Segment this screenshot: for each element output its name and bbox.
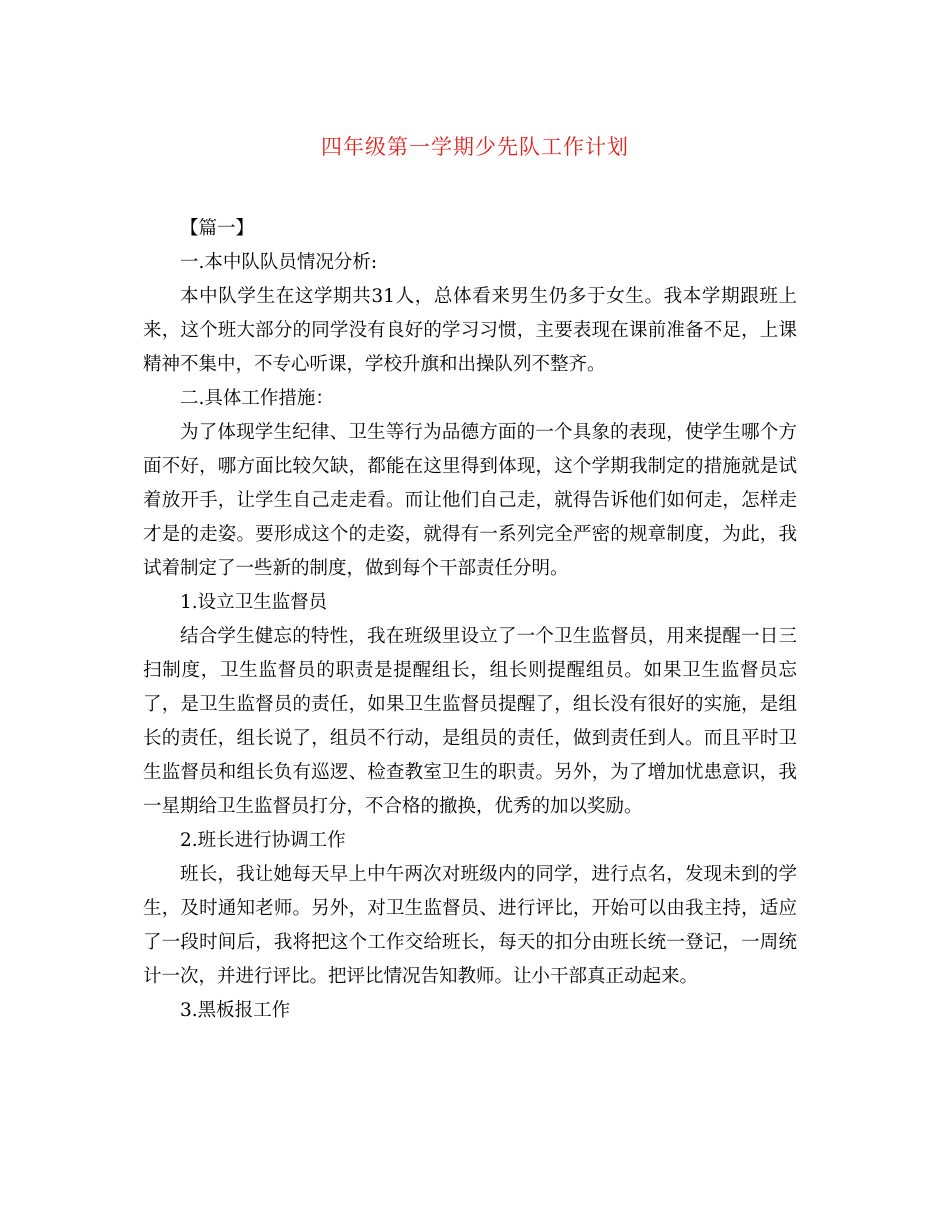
paragraph-measures: 为了体现学生纪律、卫生等行为品德方面的一个具象的表现，使学生哪个方面不好，哪方面比较欠缺，都能在这里得到体现，这个学期我制定的措施就是试着放开手，让学生自己走走看。而让他们自己走，就得告诉他们如何走，怎样走才是的走姿。要形成这个的走姿，就得有一系列完全严密的规章制度，为此，我试着制定了一些新的制度，做到每个干部责任分明。: [143, 422, 797, 579]
subheading-blackboard: 3.黑板报工作: [180, 1000, 291, 1021]
paragraph-hygiene-supervisor: 结合学生健忘的特性，我在班级里设立了一个卫生监督员，用来提醒一日三扫制度，卫生监督员的职责是提醒组长，组长则提醒组员。如果卫生监督员忘了，是卫生监督员的责任，如果卫生监督员提醒了，组长没有很好的实施，是组长的责任，组长说了，组员不行动，是组员的责任，做到责任到人。而且平时卫生监督员和组长负有巡逻、检查教室卫生的职责。另外，为了增加忧患意识，我一星期给卫生监督员打分，不合格的撤换，优秀的加以奖励。: [143, 626, 797, 817]
section-heading-part-one: 【篇一】: [180, 218, 255, 239]
document-title: 四年级第一学期少先队工作计划: [321, 135, 629, 159]
subheading-monitor-coordination: 2.班长进行协调工作: [180, 830, 346, 851]
section-heading-measures: 二.具体工作措施：: [180, 388, 334, 409]
section-heading-analysis: 一.本中队队员情况分析:: [180, 252, 378, 273]
paragraph-analysis: 本中队学生在这学期共31人，总体看来男生仍多于女生。我本学期跟班上来，这个班大部分的同学没有良好的学习习惯，主要表现在课前准备不足，上课精神不集中，不专心听课，学校升旗和出操队列不整齐。: [143, 286, 797, 375]
paragraph-monitor-coordination: 班长，我让她每天早上中午两次对班级内的同学，进行点名，发现未到的学生，及时通知老师。另外，对卫生监督员、进行评比，开始可以由我主持，适应了一段时间后，我将把这个工作交给班长，每天的扣分由班长统一登记，一周统计一次，并进行评比。把评比情况告知教师。让小干部真正动起来。: [143, 864, 797, 987]
subheading-hygiene-supervisor: 1.设立卫生监督员: [180, 592, 328, 613]
document-body: [143, 212, 797, 1028]
